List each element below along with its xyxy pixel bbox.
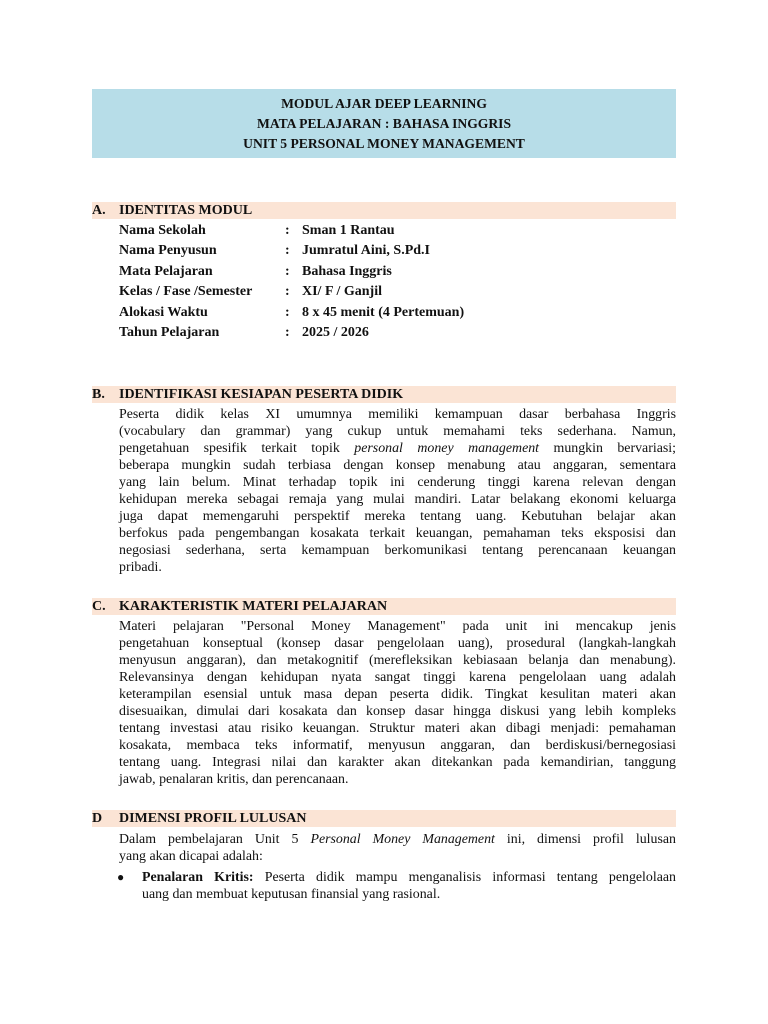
identity-colon: : [285, 243, 290, 258]
identity-value: Bahasa Inggris [302, 264, 392, 279]
section-b-paragraph-line: yang lain belum. Minat terhadap topik ini cenderung tinggi karena relevan dengan [119, 475, 676, 490]
section-d-intro-line [119, 831, 676, 848]
identity-label: Kelas / Fase /Semester [119, 284, 253, 299]
identity-value: 2025 / 2026 [302, 325, 369, 340]
section-d-title: DIMENSI PROFIL LULUSAN [119, 811, 307, 826]
bullet-item-line [142, 869, 676, 886]
section-d-letter: D [92, 811, 103, 826]
section-c-paragraph-line: disesuaikan, dimulai dari kosakata dan konsep dasar hingga diskusi yang lebih kompleks [119, 704, 676, 719]
identity-value: Jumratul Aini, S.Pd.I [302, 243, 430, 258]
section-c-paragraph-line: tentang uang. Integrasi nilai dan karakter akan ditekankan pada kemandirian, tanggung [119, 755, 676, 770]
section-b-paragraph-line: beberapa mungkin sudah terbiasa dengan konsep menabung atau anggaran, sementara [119, 458, 676, 473]
identity-colon: : [285, 325, 290, 340]
identity-colon: : [285, 305, 290, 320]
identity-label: Tahun Pelajaran [119, 325, 220, 340]
section-b-text: pengetahuan spesifik terkait topik [119, 441, 340, 456]
identity-colon: : [285, 223, 290, 238]
identity-value: 8 x 45 menit (4 Pertemuan) [302, 305, 465, 320]
identity-value: XI/ F / Ganjil [302, 284, 382, 299]
section-b-paragraph-line: kehidupan mereka sebagai remaja yang mulai mandiri. Latar belakang ekonomi keluarga [119, 492, 676, 507]
document-title-box [92, 89, 676, 158]
section-c-heading [92, 598, 676, 615]
section-c-paragraph-line: menyusun anggaran), dan metakognitif (merefleksikan kebiasaan belanja dan menabung). [119, 653, 676, 668]
bullet-item-line: uang dan membuat keputusan finansial yang rasional. [142, 887, 441, 902]
section-b-letter: B. [92, 387, 105, 402]
section-b-paragraph-line: pribadi. [119, 560, 162, 575]
identity-value: Sman 1 Rantau [302, 223, 395, 238]
section-c-paragraph-line: kosakata, membaca teks informatif, menyusun anggaran, dan berdiskusi/bernegosiasi [119, 738, 676, 753]
section-b-paragraph-line: Peserta didik kelas XI umumnya memiliki kemampuan dasar berbahasa Inggris [119, 407, 676, 422]
section-b-paragraph-line: juga dapat memengaruhi perspektif mereka tentang uang. Kebutuhan belajar akan [119, 509, 676, 524]
section-c-paragraph-line: jawab, penalaran kritis, dan perencanaan. [119, 772, 349, 787]
section-a-letter: A. [92, 203, 106, 218]
section-d-heading [92, 810, 676, 827]
section-c-paragraph-line: tentang investasi atau risiko keuangan. Struktur materi akan dibagi menjadi: pemahaman [119, 721, 676, 736]
section-b-title: IDENTIFIKASI KESIAPAN PESERTA DIDIK [119, 387, 404, 402]
bullet-icon: ● [117, 870, 125, 884]
section-a-heading [92, 202, 676, 219]
section-d-text: ini, dimensi profil lulusan [506, 832, 676, 847]
section-d-text: Dalam pembelajaran Unit 5 [119, 832, 299, 847]
section-b-paragraph-line: (vocabulary dan grammar) yang cukup untuk memahami teks sederhana. Namun, [119, 424, 676, 439]
section-c-title: KARAKTERISTIK MATERI PELAJARAN [119, 599, 388, 614]
section-b-paragraph-line: berfokus pada pengembangan kosakata terkait keuangan, pemahaman teks eksposisi dan [119, 526, 676, 541]
title-line-1: MODUL AJAR DEEP LEARNING [281, 96, 487, 111]
identity-label: Nama Sekolah [119, 223, 206, 238]
section-b-text: mungkin bervariasi; [553, 441, 676, 456]
section-c-letter: C. [92, 599, 106, 614]
section-d-italic-term: Personal Money Management [310, 832, 495, 847]
bullet-label: Penalaran Kritis: [142, 870, 254, 885]
section-c-paragraph-line: Materi pelajaran "Personal Money Management" pada unit ini mencakup jenis [119, 619, 676, 634]
section-c-paragraph-line: Relevansinya dengan kehidupan nyata sangat tinggi karena pengelolaan uang adalah [119, 670, 676, 685]
title-line-3: UNIT 5 PERSONAL MONEY MANAGEMENT [243, 136, 525, 151]
section-c-paragraph-line: keterampilan esensial untuk masa depan peserta didik. Tingkat kesulitan materi akan [119, 687, 676, 702]
section-a-title: IDENTITAS MODUL [119, 203, 253, 218]
section-c-paragraph-line: pengetahuan konseptual (konsep dasar pengelolaan uang), prosedural (langkah-langkah [119, 636, 676, 651]
identity-label: Mata Pelajaran [119, 264, 213, 279]
bullet-text: Peserta didik mampu menganalisis informasi tentang pengelolaan [264, 870, 676, 885]
identity-label: Nama Penyusun [119, 243, 217, 258]
section-b-heading [92, 386, 676, 403]
title-line-2: MATA PELAJARAN : BAHASA INGGRIS [256, 116, 512, 131]
identity-colon: : [285, 264, 290, 279]
section-d-intro-line: yang akan dicapai adalah: [119, 849, 263, 864]
section-b-paragraph-line: negosiasi sederhana, serta kemampuan berkomunikasi tentang perencanaan keuangan [119, 543, 676, 558]
identity-colon: : [285, 284, 290, 299]
identity-label: Alokasi Waktu [119, 305, 208, 320]
section-b-paragraph-line [119, 440, 676, 457]
section-b-italic-term: personal money management [354, 441, 540, 456]
